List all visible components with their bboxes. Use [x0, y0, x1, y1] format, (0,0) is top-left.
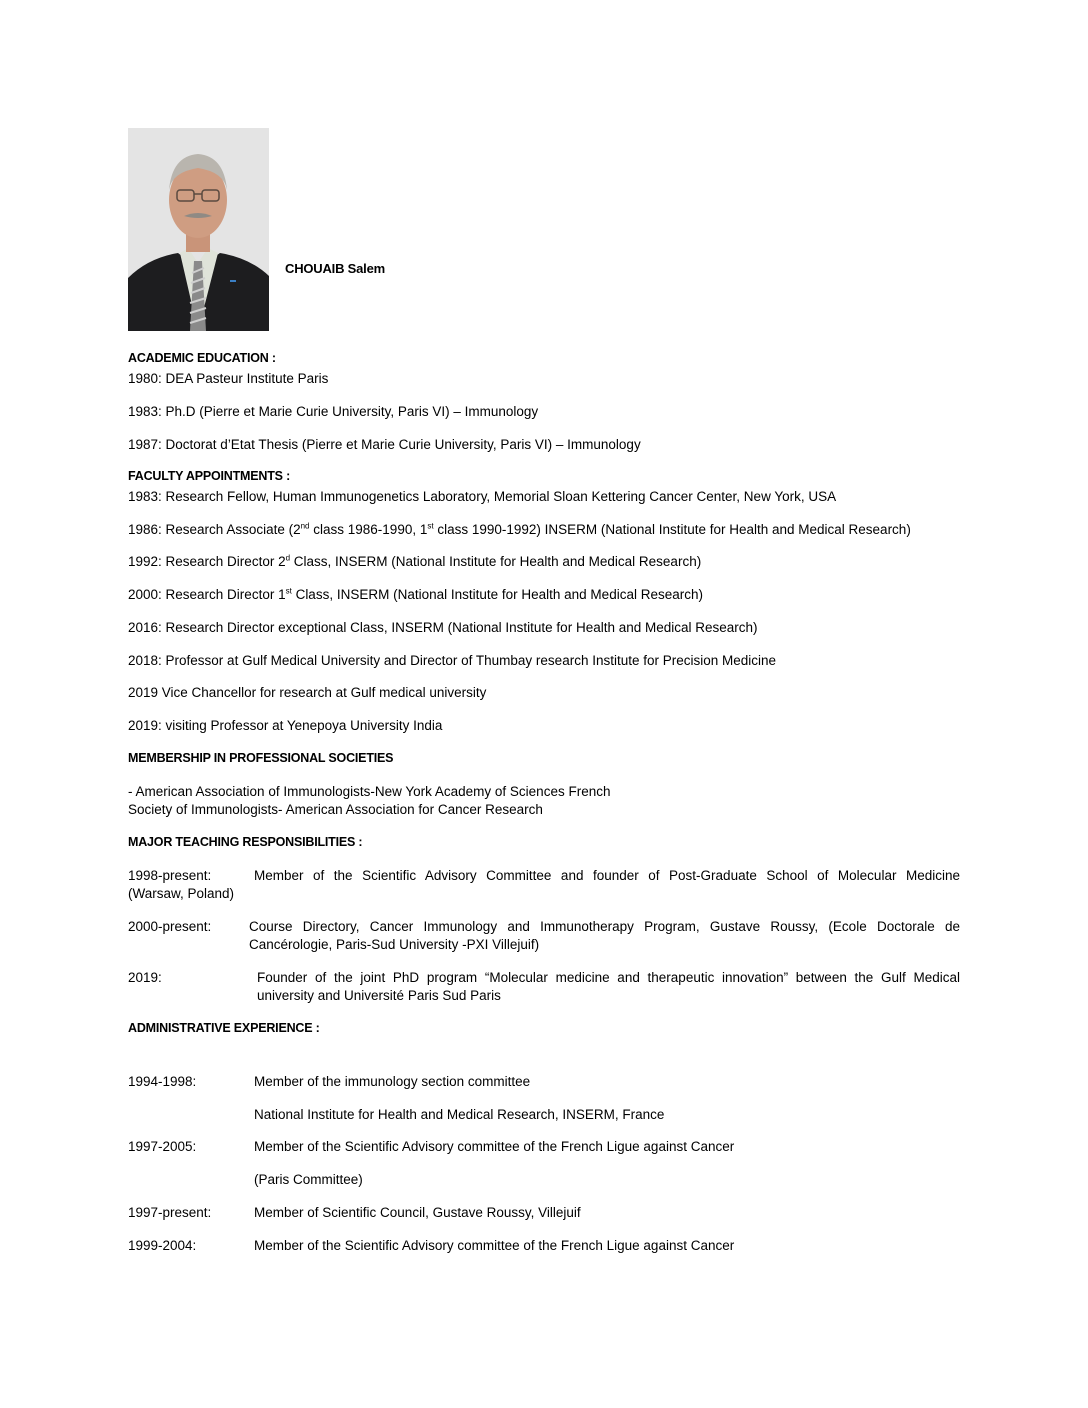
membership-text: Society of Immunologists- American Association for Cancer Research	[128, 802, 543, 817]
admin-heading: ADMINISTRATIVE EXPERIENCE :	[128, 1021, 320, 1035]
admin-date: 1999-2004:	[128, 1238, 197, 1253]
education-item: 1983: Ph.D (Pierre et Marie Curie University, Paris VI) – Immunology	[128, 404, 539, 419]
teaching-heading: MAJOR TEACHING RESPONSIBILITIES :	[128, 835, 363, 849]
faculty-item: 2018: Professor at Gulf Medical University and Director of Thumbay research Institute for Precision Medicine	[128, 653, 777, 668]
admin-text: Member of the immunology section committee	[254, 1074, 531, 1089]
teaching-text-cont: Cancérologie, Paris-Sud University -PXI Villejuif)	[249, 937, 540, 952]
teaching-text-cont: university and Université Paris Sud Paris	[257, 988, 501, 1003]
admin-date: 1997-2005:	[128, 1139, 197, 1154]
faculty-item: 1986: Research Associate (2nd class 1986-1990, 1st class 1990-1992) INSERM (National Institute for Health and Medical Research)	[128, 521, 911, 537]
faculty-item: 2016: Research Director exceptional Class, INSERM (National Institute for Health and Medical Research)	[128, 620, 758, 635]
faculty-item: 1983: Research Fellow, Human Immunogenetics Laboratory, Memorial Sloan Kettering Cancer Center, New York, USA	[128, 489, 837, 504]
teaching-text: Founder of the joint PhD program “Molecular medicine and therapeutic innovation” between the Gulf Medical	[257, 970, 960, 985]
teaching-text: Member of the Scientific Advisory Committee and founder of Post-Graduate School of Molecular Medicine	[254, 868, 960, 883]
faculty-item: 2019: visiting Professor at Yenepoya University India	[128, 718, 443, 733]
membership-heading: MEMBERSHIP IN PROFESSIONAL SOCIETIES	[128, 751, 394, 765]
teaching-date: 2000-present:	[128, 919, 212, 934]
membership-text: - American Association of Immunologists-New York Academy of Sciences French	[128, 784, 611, 799]
admin-text: Member of Scientific Council, Gustave Roussy, Villejuif	[254, 1205, 581, 1220]
teaching-date: 2019:	[128, 970, 162, 985]
faculty-item: 2000: Research Director 1st Class, INSERM (National Institute for Health and Medical Research)	[128, 586, 703, 602]
teaching-date: 1998-present:	[128, 868, 212, 883]
education-item: 1987: Doctorat d’Etat Thesis (Pierre et Marie Curie University, Paris VI) – Immunology	[128, 437, 641, 452]
education-item: 1980: DEA Pasteur Institute Paris	[128, 371, 329, 386]
person-name: CHOUAIB Salem	[285, 261, 385, 276]
faculty-item: 1992: Research Director 2$^d$ Class, INSERM (National Institute for Health and Medical Research)	[128, 553, 702, 569]
faculty-item: 2019 Vice Chancellor for research at Gulf medical university	[128, 685, 487, 700]
admin-date: 1994-1998:	[128, 1074, 197, 1089]
admin-text: Member of the Scientific Advisory committee of the French Ligue against Cancer	[254, 1238, 735, 1253]
admin-text: Member of the Scientific Advisory committee of the French Ligue against Cancer	[254, 1139, 735, 1154]
faculty-heading: FACULTY APPOINTMENTS :	[128, 469, 291, 483]
admin-date: 1997-present:	[128, 1205, 212, 1220]
teaching-text: Course Directory, Cancer Immunology and Immunotherapy Program, Gustave Roussy, (Ecole Doctorale de	[249, 919, 960, 934]
education-heading: ACADEMIC EDUCATION :	[128, 351, 276, 365]
portrait-photo	[128, 128, 269, 331]
admin-text: National Institute for Health and Medical Research, INSERM, France	[254, 1107, 665, 1122]
teaching-text-cont: (Warsaw, Poland)	[128, 886, 235, 901]
admin-text: (Paris Committee)	[254, 1172, 363, 1187]
